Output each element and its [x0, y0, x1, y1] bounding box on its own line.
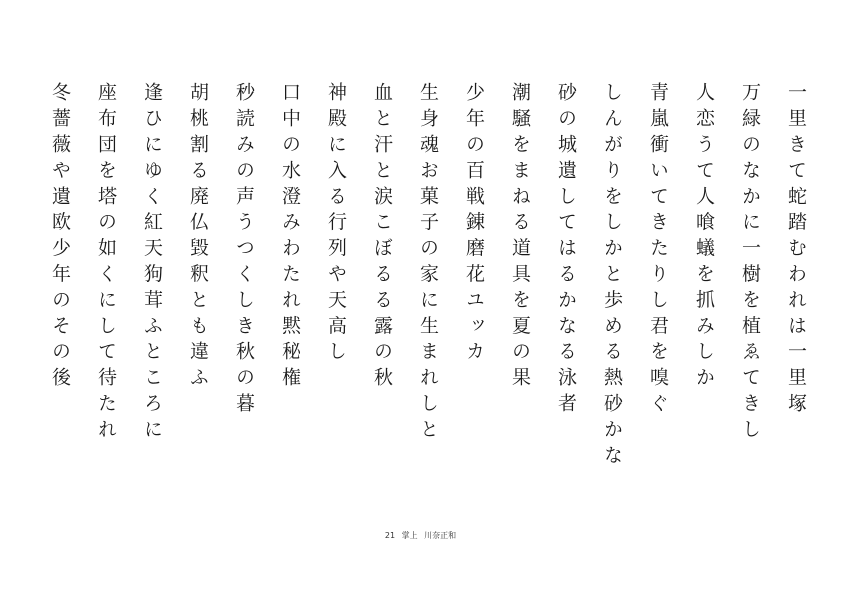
haiku-line-3: 人恋うて人喰蟻を抓みしか: [693, 82, 715, 393]
haiku-line-9: 生身魂お菓子の家に生まれしと: [417, 82, 439, 445]
haiku-line-6: 砂の城遺してはるかなる泳者: [555, 82, 577, 419]
haiku-line-13: 秒読みの声うつくしき秋の暮: [233, 82, 255, 419]
haiku-line-17: 冬薔薇や遺欧少年のその後: [49, 82, 71, 393]
haiku-line-10: 血と汗と涙こぼるる露の秋: [371, 82, 393, 393]
haiku-column-block: [36, 82, 816, 482]
haiku-line-5: しんがりをしかと歩める熱砂かな: [601, 82, 623, 471]
haiku-line-7: 潮騒をまねる道具を夏の果: [509, 82, 531, 393]
haiku-line-15: 逢ひにゆく紅天狗茸ふところに: [141, 82, 163, 445]
section-title: 掌上: [401, 531, 418, 540]
page-footer: [0, 530, 841, 541]
author-name: 川奈正和: [424, 531, 457, 540]
haiku-line-14: 胡桃割る廃仏毀釈とも違ふ: [187, 82, 209, 393]
haiku-line-1: 一里きて蛇踏むわれは一里塚: [785, 82, 807, 419]
haiku-line-2: 万緑のなかに一樹を植ゑてきし: [739, 82, 761, 445]
haiku-line-12: 口中の水澄みわたれ黙秘権: [279, 82, 301, 393]
haiku-line-4: 青嵐衝いてきたりし君を嗅ぐ: [647, 82, 669, 419]
haiku-line-11: 神殿に入る行列や天高し: [325, 82, 347, 367]
page-number: 21: [384, 531, 396, 540]
haiku-line-8: 少年の百戦錬磨花ユッカ: [463, 82, 485, 367]
haiku-line-16: 座布団を塔の如くにして待たれ: [95, 82, 117, 445]
